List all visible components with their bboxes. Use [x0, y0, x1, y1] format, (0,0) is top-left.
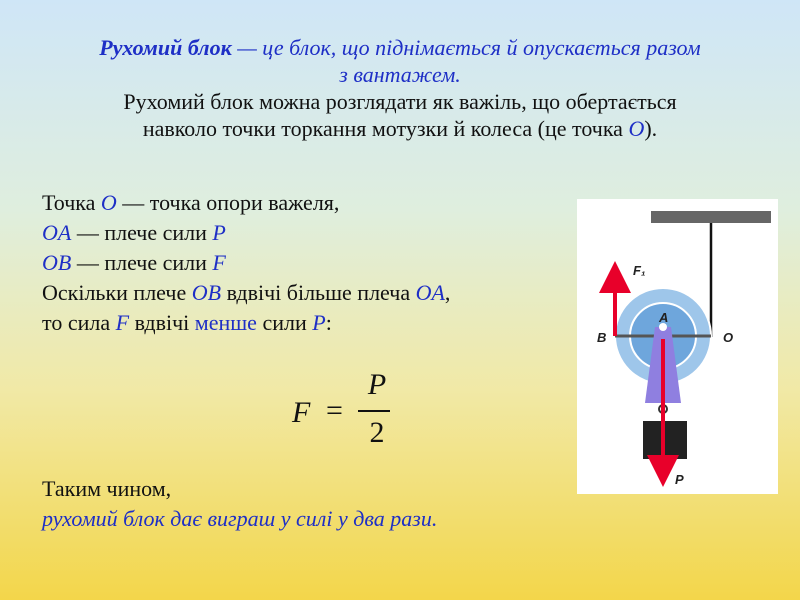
definition-line-2: з вантажем. [339, 62, 461, 87]
var-OB: OB [191, 280, 222, 305]
label-B: B [597, 330, 607, 345]
line-therefore [42, 308, 450, 338]
line-fulcrum [42, 188, 450, 218]
ceiling-beam [651, 211, 771, 223]
description-line-2 [20, 115, 780, 142]
var-P: P [312, 310, 326, 335]
label-P: P [675, 472, 684, 487]
definition-text-1: — це блок, що піднімається й опускається разом [231, 35, 701, 60]
text: вдвічі більше плеча [221, 280, 416, 305]
description-line-1: Рухомий блок можна розглядати як важіль, що обертається [123, 89, 677, 114]
text: сили [256, 310, 313, 335]
line-arm-OB [42, 248, 450, 278]
text: Точка [42, 190, 101, 215]
conclusion [42, 474, 437, 534]
var-OA: OA [42, 220, 72, 245]
var-O: O [100, 190, 117, 215]
label-F1: F₁ [633, 263, 646, 278]
fraction-bar [358, 410, 390, 412]
text: — плече сили [71, 250, 213, 275]
label-A: A [659, 310, 669, 325]
definition-line-1 [20, 34, 780, 61]
label-O: O [723, 330, 734, 345]
conclusion-line-2: рухомий блок дає виграш у силі у два рази. [42, 506, 438, 531]
conclusion-line-1: Таким чином, [42, 476, 172, 501]
formula-equals: = [326, 394, 343, 427]
var-F: F [115, 310, 130, 335]
description-text: навколо точки торкання мотузки й колеса (це точка [142, 116, 629, 141]
text: то сила [42, 310, 116, 335]
formula-denominator: 2 [369, 416, 385, 449]
text: : [325, 310, 332, 335]
formula-lhs: F [292, 396, 311, 429]
point-O-label: O [628, 116, 645, 141]
line-since [42, 278, 450, 308]
pulley-svg [577, 199, 778, 494]
var-OB: OB [42, 250, 72, 275]
text: Оскільки плече [42, 280, 192, 305]
movable-pulley-diagram [577, 199, 778, 494]
description-end: ). [644, 116, 658, 141]
text: — точка опори важеля, [116, 190, 340, 215]
word-less: менше [194, 310, 257, 335]
var-OA: OA [415, 280, 445, 305]
line-arm-OA [42, 218, 450, 248]
text: вдвічі [129, 310, 195, 335]
text: — плече сили [71, 220, 213, 245]
explanation-lines [42, 188, 450, 338]
var-P: P [212, 220, 226, 245]
intro-text [20, 34, 780, 142]
term-movable-pulley: Рухомий блок [99, 35, 232, 60]
formula-numerator: P [367, 368, 387, 401]
text: , [444, 280, 451, 305]
var-F: F [212, 250, 226, 275]
